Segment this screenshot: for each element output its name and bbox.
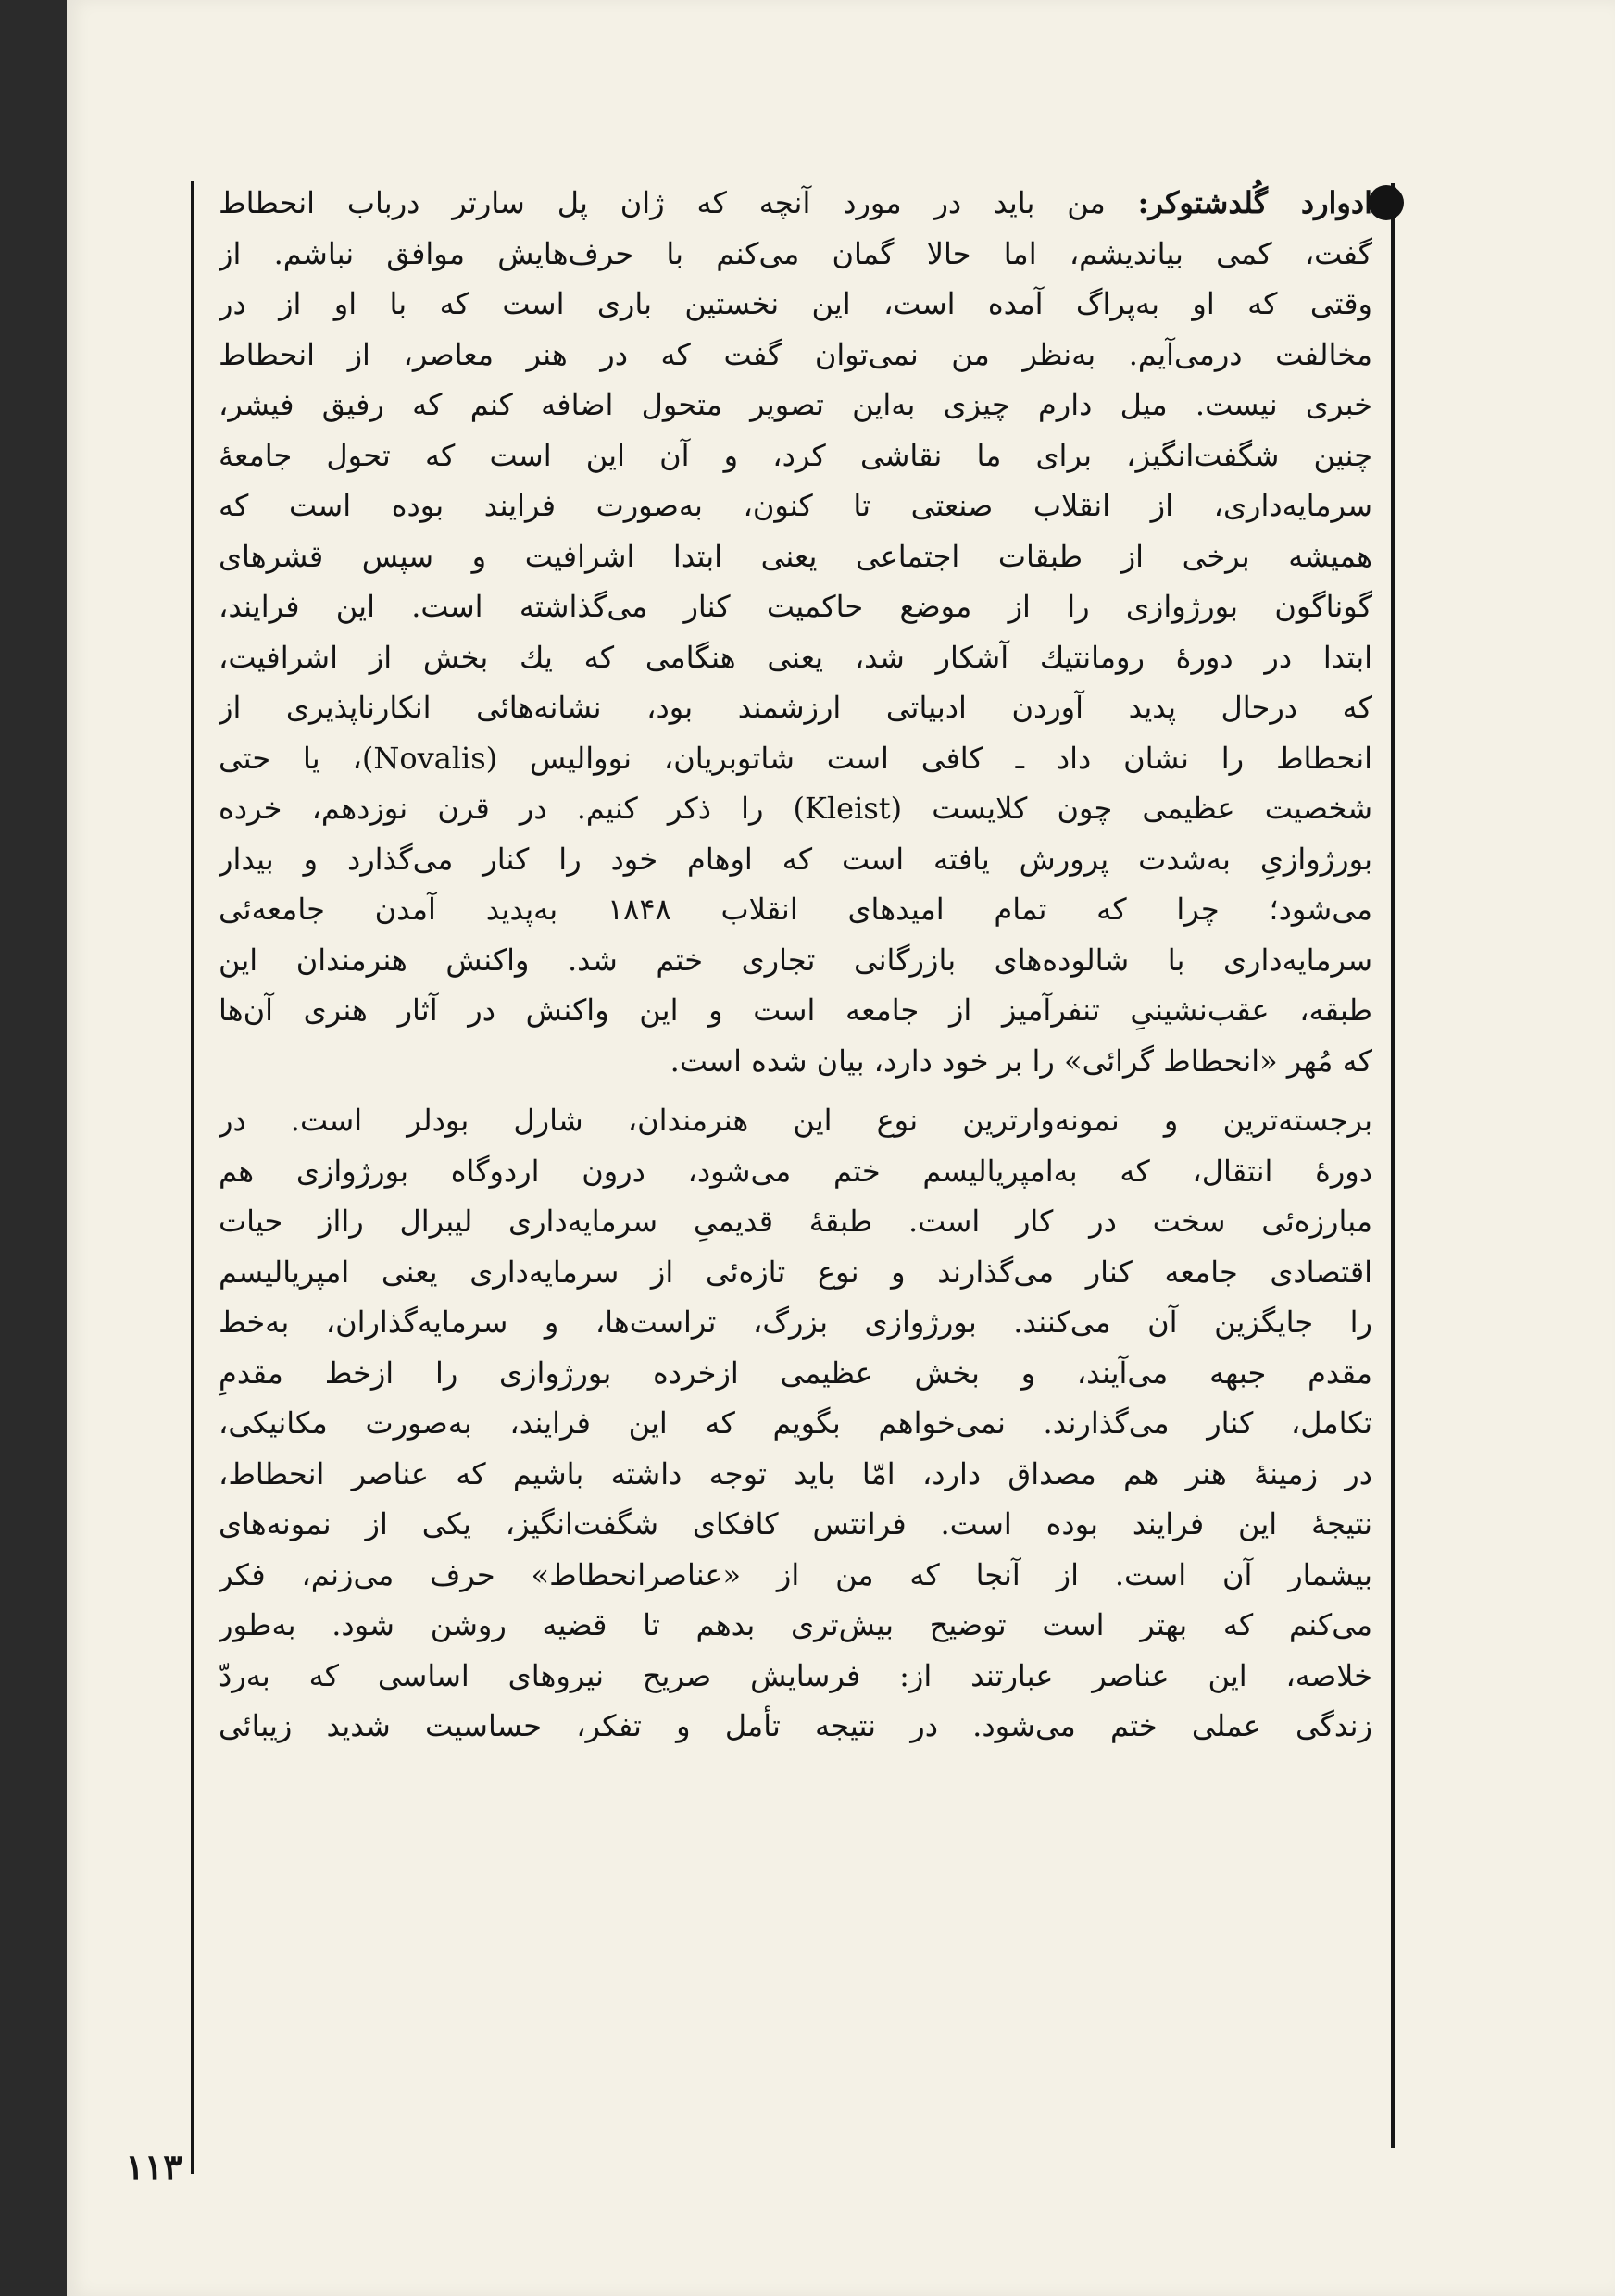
paragraph-line: که درحال پدید آوردن ادبیاتی ارزشمند بود، نشانه‌هائی انکارناپذیری از: [219, 690, 1372, 725]
paragraph-line: را جایگزین آن می‌کنند. بورژوازی بزرگ، تراست‌ها، و سرمایه‌گذاران، به‌خط: [219, 1304, 1372, 1340]
right-margin-rule: [1391, 183, 1395, 2148]
paragraph-line: ابتدا در دورهٔ رومانتیك آشکار شد، یعنی هنگامی که یك بخش از اشرافیت،: [219, 639, 1372, 675]
paragraph-line: تکامل، کنار می‌گذارند. نمی‌خواهم بگویم که این فرایند، به‌صورت مکانیکی،: [219, 1405, 1372, 1441]
paragraph-line: خبری نیست. میل دارم چیزی به‌این تصویر متحول اضافه کنم که رفیق فیشر،: [219, 387, 1372, 422]
paragraph-line: زندگی عملی ختم می‌شود. در نتیجه تأمل و تفکر، حساسیت شدید زیبائی: [219, 1708, 1372, 1743]
paragraph-spacer: [219, 1086, 1372, 1095]
paragraph-line: سرمایه‌داری با شالوده‌های بازرگانی تجاری ختم شد. واکنش هنرمندان این: [219, 942, 1372, 978]
paragraph-line: مخالفت درمی‌آیم. به‌نظر من نمی‌توان گفت که در هنر معاصر، از انحطاط: [219, 336, 1372, 372]
paragraph-line: بیشمار آن است. از آنجا که من از «عناصرانحطاط» حرف می‌زنم، فکر: [219, 1556, 1372, 1592]
paragraph-line: طبقه، عقب‌نشینیِ تنفرآمیز از جامعه است و این واکنش در آثار هنری آن‌ها: [219, 992, 1372, 1028]
paragraph-line: دورهٔ انتقال، که به‌امپریالیسم ختم می‌شود، درون اردوگاه بورژوازی هم: [219, 1153, 1372, 1189]
paragraph-line: می‌کنم که بهتر است توضیح بیش‌تری بدهم تا قضیه روشن شود. به‌طور: [219, 1607, 1372, 1642]
speaker-name: ادوارد گُلدشتوکر:: [1137, 185, 1372, 220]
page-number: ۱۱۳: [125, 2146, 182, 2188]
paragraph-line: مبارزه‌ئی سخت در کار است. طبقهٔ قدیمیِ سرمایه‌داری لیبرال رااز حیات: [219, 1204, 1372, 1239]
paragraph-line: سرمایه‌داری، از انقلاب صنعتی تا کنون، به‌صورت فرایند بوده است که: [219, 488, 1372, 523]
paragraph-line: ادوارد گُلدشتوکر: من باید در مورد آنچه که ژان پل سارتر درباب انحطاط: [219, 185, 1372, 220]
paragraph-line: برجسته‌ترین و نمونه‌وارترین نوع این هنرمندان، شارل بودلر است. در: [219, 1103, 1372, 1138]
paragraph-line: مقدم جبهه می‌آیند، و بخش عظیمی ازخرده بورژوازی را ازخط مقدمِ: [219, 1354, 1372, 1391]
paragraph-line: گفت، کمی بیاندیشم، اما حالا گمان می‌کنم با حرف‌هایش موافق نباشم. از: [219, 235, 1372, 271]
paragraph-line: در زمینهٔ هنر هم مصداق دارد، امّا باید توجه داشته باشیم که عناصر انحطاط،: [219, 1455, 1372, 1491]
paragraph-line: که مُهر «انحطاط گرائی» را بر خود دارد، بیان شده است.: [670, 1042, 1372, 1079]
paragraph-line: انحطاط را نشان داد ـ کافی است شاتوبریان، نووالیس (Novalis)، یا حتی: [219, 740, 1372, 776]
paragraph-line: شخصیت عظیمی چون کلایست (Kleist) را ذکر کنیم. در قرن نوزدهم، خرده: [219, 791, 1372, 826]
paragraph-line: وقتی که او به‌پراگ آمده است، این نخستین باری است که با او از در: [219, 286, 1372, 321]
paragraph-line: گوناگون بورژوازی را از موضع حاکمیت کنار می‌گذاشته است. این فرایند،: [219, 589, 1372, 624]
paragraph-line: نتیجهٔ این فرایند بوده است. فرانتس کافکای شگفت‌انگیز، یکی از نمونه‌های: [219, 1506, 1372, 1541]
paragraph-line: اقتصادی جامعه کنار می‌گذارند و نوع تازه‌ئی از سرمایه‌داری یعنی امپریالیسم: [219, 1254, 1372, 1290]
page-body-text: [219, 178, 1372, 1752]
paragraph-line: چنین شگفت‌انگیز، برای ما نقاشی کرد، و آن این است که تحول جامعهٔ: [219, 437, 1372, 473]
paragraph-line: می‌شود؛ چرا که تمام امیدهای انقلاب ۱۸۴۸ به‌پدید آمدن جامعه‌ئی: [219, 892, 1372, 927]
left-margin-rule: [191, 181, 194, 2174]
paragraph-line: خلاصه، این عناصر عبارتند از: فرسایش صریح نیروهای اساسی که به‌ردّ: [219, 1657, 1372, 1693]
speaker-bullet-icon: [1369, 185, 1404, 220]
paragraph-line: همیشه برخی از طبقات اجتماعی یعنی ابتدا اشرافیت و سپس قشرهای: [219, 538, 1372, 574]
paragraph-line: بورژوازیِ به‌شدت پرورش یافته است که اوهام خود را کنار می‌گذارد و بیدار: [219, 841, 1372, 877]
